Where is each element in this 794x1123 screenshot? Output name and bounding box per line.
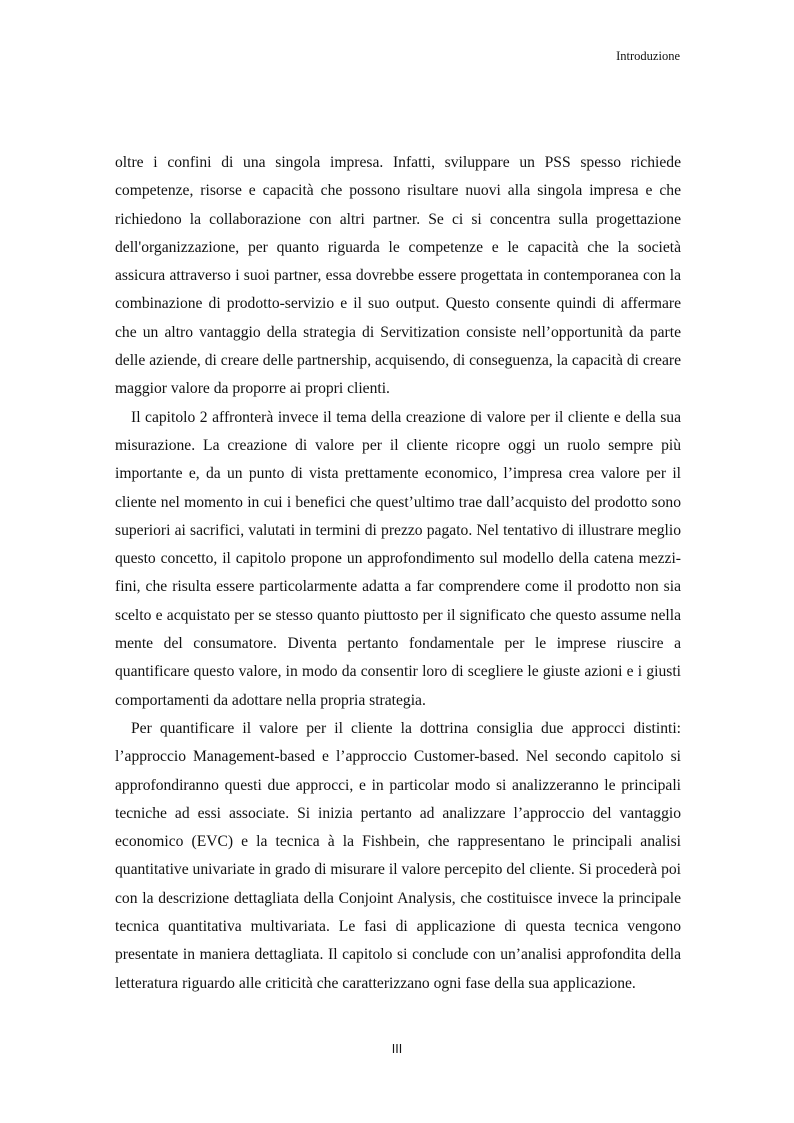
body-text xyxy=(115,149,681,998)
paragraph-chapter-2: Il capitolo 2 affronterà invece il tema della creazione di valore per il cliente e della sua misurazione. La creazione di valore per il cliente ricopre oggi un ruolo sempre più importante e, da un punto di vista prettamente economico, l’impresa crea valore per il cliente nel momento in cui i benefici che quest’ultimo trae dall’acquisto del prodotto sono superiori ai sacrifici, valutati in termini di prezzo pagato. Nel tentativo di illustrare meglio questo concetto, il capitolo propone un approfondimento sul modello della catena mezzi-fini, che risulta essere particolarmente adatta a far comprendere come il prodotto non sia scelto e acquistato per se stesso quanto piuttosto per il significato che questo assume nella mente del consumatore. Diventa pertanto fondamentale per le imprese riuscire a quantificare questo valore, in modo da consentir loro di scegliere le giuste azioni e i giusti comportamenti da adottare nella propria strategia. xyxy=(115,408,681,709)
paragraph-continuation: oltre i confini di una singola impresa. Infatti, sviluppare un PSS spesso richiede competenze, risorse e capacità che possono risultare nuovi alla singola impresa e che richiedono la collaborazione con altri partner. Se ci si concentra sulla progettazione dell'organizzazione, per quanto riguarda le competenze e le capacità che la società assicura attraverso i suoi partner, essa dovrebbe essere progettata in contemporanea con la combinazione di prodotto-servizio e il suo output. Questo consente quindi di affermare che un altro vantaggio della strategia di Servitization consiste nell’opportunità da parte delle aziende, di creare delle partnership, acquisendo, di conseguenza, la capacità di creare maggior valore da proporre ai propri clienti. xyxy=(115,154,681,398)
page-number: III xyxy=(391,1042,403,1056)
paragraph-approaches: Per quantificare il valore per il cliente la dottrina consiglia due approcci distinti: l’approccio Management-based e l’approccio Customer-based. Nel secondo capitolo si approfondiranno questi due approcci, e in particolar modo si analizzeranno le principali tecniche ad essi associate. Si inizia pertanto ad analizzare l’approccio del vantaggio economico (EVC) e la tecnica à la Fishbein, che rappresentano le principali analisi quantitative univariate in grado di misurare il valore percepito del cliente. Si procederà poi con la descrizione dettagliata della Conjoint Analysis, che costituisce invece la principale tecnica quantitativa multivariata. Le fasi di applicazione di questa tecnica vengono presentate in maniera dettagliata. Il capitolo si conclude con un’analisi approfondita della letteratura riguardo alle criticità che caratterizzano ogni fase della sua applicazione. xyxy=(115,719,681,992)
running-header: Introduzione xyxy=(616,49,680,63)
